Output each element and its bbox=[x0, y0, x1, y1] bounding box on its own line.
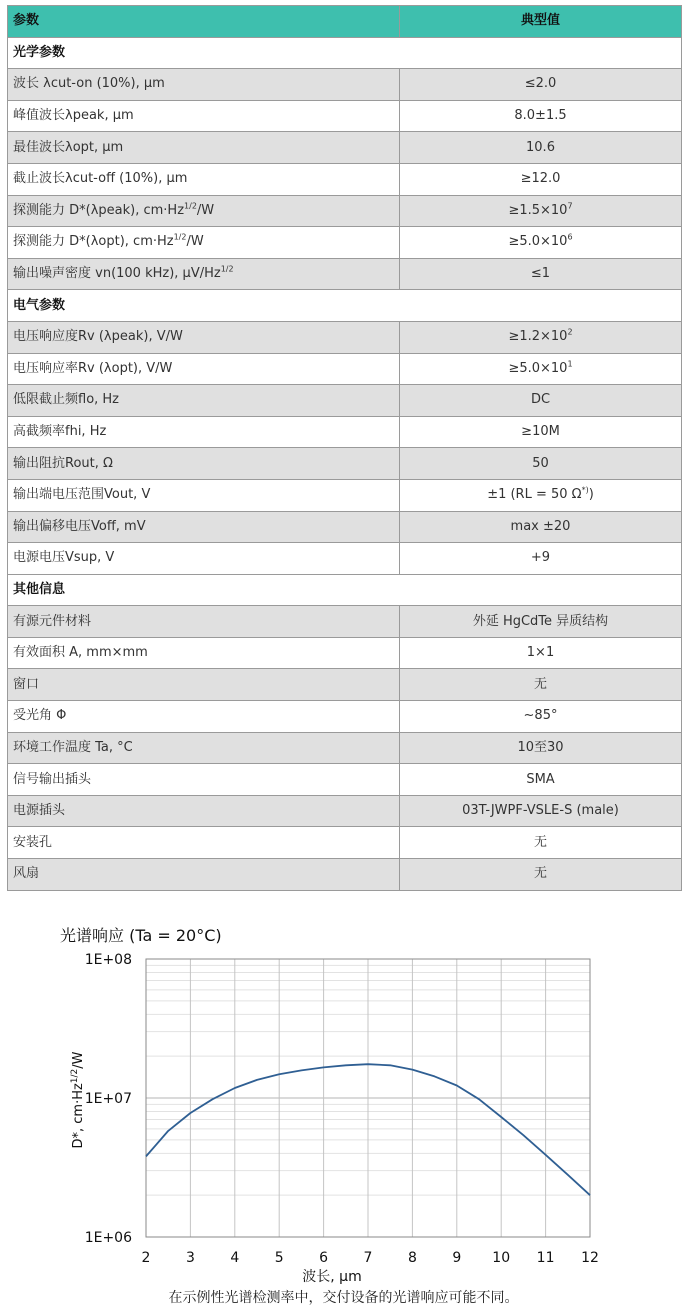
param-cell: 电压响应率Rv (λopt), V/W bbox=[8, 353, 400, 385]
value-cell: 50 bbox=[400, 448, 682, 480]
value-cell: ≥10M bbox=[400, 416, 682, 448]
param-cell: 最佳波长λopt, μm bbox=[8, 132, 400, 164]
x-tick-label: 3 bbox=[185, 1250, 195, 1266]
table-row bbox=[8, 606, 682, 638]
value-cell: 8.0±1.5 bbox=[400, 100, 682, 132]
param-cell: 电源电压Vsup, V bbox=[8, 543, 400, 575]
param-cell: 截止波长λcut-off (10%), μm bbox=[8, 163, 400, 195]
x-tick-label: 9 bbox=[452, 1250, 462, 1266]
param-cell: 风扇 bbox=[8, 859, 400, 891]
param-cell: 安装孔 bbox=[8, 827, 400, 859]
y-tick-label: 1E+06 bbox=[84, 1230, 132, 1246]
section-title: 光学参数 bbox=[8, 37, 682, 69]
value-cell: 10.6 bbox=[400, 132, 682, 164]
param-cell: 输出阻抗Rout, Ω bbox=[8, 448, 400, 480]
table-row bbox=[8, 511, 682, 543]
x-tick-label: 7 bbox=[363, 1250, 373, 1266]
value-cell: $\ge 1.2\times 10^2$ bbox=[400, 321, 682, 353]
table-row bbox=[8, 258, 682, 290]
header-value: 典型值 bbox=[400, 6, 682, 38]
param-cell: 信号输出插头 bbox=[8, 764, 400, 796]
table-row bbox=[8, 669, 682, 701]
value-cell: ≥12.0 bbox=[400, 163, 682, 195]
spectral-response-chart bbox=[0, 915, 687, 1285]
param-cell: 峰值波长λpeak, μm bbox=[8, 100, 400, 132]
table-row bbox=[8, 479, 682, 511]
x-tick-label: 12 bbox=[581, 1250, 599, 1266]
table-row bbox=[8, 132, 682, 164]
table-row bbox=[8, 764, 682, 796]
table-row bbox=[8, 416, 682, 448]
value-cell: ≤1 bbox=[400, 258, 682, 290]
x-tick-label: 5 bbox=[274, 1250, 284, 1266]
value-cell: 无 bbox=[400, 669, 682, 701]
value-cell: SMA bbox=[400, 764, 682, 796]
x-tick-label: 11 bbox=[536, 1250, 555, 1266]
param-cell: 探测能力 D*(λopt), $cm\cdot Hz^{1/2}/W$ bbox=[8, 227, 400, 259]
x-tick-label: 4 bbox=[230, 1250, 240, 1266]
param-cell: 输出偏移电压Voff, mV bbox=[8, 511, 400, 543]
param-cell: 有源元件材料 bbox=[8, 606, 400, 638]
table-row bbox=[8, 163, 682, 195]
table-row bbox=[8, 448, 682, 480]
section-header-row bbox=[8, 37, 682, 69]
table-row bbox=[8, 701, 682, 733]
table-row bbox=[8, 827, 682, 859]
value-cell: ~85° bbox=[400, 701, 682, 733]
table-row bbox=[8, 637, 682, 669]
table-row bbox=[8, 795, 682, 827]
param-cell: 窗口 bbox=[8, 669, 400, 701]
section-title: 电气参数 bbox=[8, 290, 682, 322]
param-cell: 输出端电压范围Vout, V bbox=[8, 479, 400, 511]
header-param: 参数 bbox=[8, 6, 400, 38]
x-tick-label: 2 bbox=[141, 1250, 151, 1266]
value-cell: max ±20 bbox=[400, 511, 682, 543]
value-cell: ±1 (RL = 50 Ω*)) bbox=[400, 479, 682, 511]
section-header-row bbox=[8, 574, 682, 606]
value-cell: $\ge 5.0\times 10^1$ bbox=[400, 353, 682, 385]
y-axis-label: D*, $cm\cdot Hz^{1/2}/W$ bbox=[70, 1051, 86, 1149]
table-row bbox=[8, 385, 682, 417]
param-cell: 有效面积 A, mm×mm bbox=[8, 637, 400, 669]
table-row bbox=[8, 859, 682, 891]
param-cell: 环境工作温度 Ta, °C bbox=[8, 732, 400, 764]
value-cell: 无 bbox=[400, 859, 682, 891]
x-axis-label: 波长, μm bbox=[302, 1269, 362, 1285]
section-title: 其他信息 bbox=[8, 574, 682, 606]
param-cell: 电源插头 bbox=[8, 795, 400, 827]
x-tick-label: 10 bbox=[492, 1250, 511, 1266]
value-cell: 03T-JWPF-VSLE-S (male) bbox=[400, 795, 682, 827]
param-cell: 低限截止频flo, Hz bbox=[8, 385, 400, 417]
table-row bbox=[8, 321, 682, 353]
y-tick-label: 1E+08 bbox=[84, 952, 132, 968]
value-cell: $\ge 5.0\times 10^6$ bbox=[400, 227, 682, 259]
chart-title: 光谱响应 (Ta = 20°C) bbox=[60, 926, 222, 945]
param-cell: 波长 λcut-on (10%), μm bbox=[8, 69, 400, 101]
chart-note: 在示例性光谱检测率中，交付设备的光谱响应可能不同。 bbox=[168, 1290, 519, 1306]
x-tick-label: 8 bbox=[407, 1250, 417, 1266]
table-row bbox=[8, 543, 682, 575]
param-cell: 高截频率fhi, Hz bbox=[8, 416, 400, 448]
table-row bbox=[8, 100, 682, 132]
section-header-row bbox=[8, 290, 682, 322]
param-cell: 输出噪声密度 vn(100 kHz), $\mu V/Hz^{1/2}$ bbox=[8, 258, 400, 290]
value-cell: ≤2.0 bbox=[400, 69, 682, 101]
table-row bbox=[8, 353, 682, 385]
table-row bbox=[8, 732, 682, 764]
spec-table bbox=[7, 5, 682, 891]
param-cell: 电压响应度Rv (λpeak), V/W bbox=[8, 321, 400, 353]
y-tick-label: 1E+07 bbox=[84, 1091, 132, 1107]
value-cell: 1×1 bbox=[400, 637, 682, 669]
value-cell: DC bbox=[400, 385, 682, 417]
table-header-row bbox=[8, 6, 682, 38]
table-row bbox=[8, 69, 682, 101]
value-cell: $\ge 1.5\times 10^7$ bbox=[400, 195, 682, 227]
table-row bbox=[8, 195, 682, 227]
value-cell: 无 bbox=[400, 827, 682, 859]
value-cell: +9 bbox=[400, 543, 682, 575]
param-cell: 受光角 Φ bbox=[8, 701, 400, 733]
param-cell: 探测能力 D*(λpeak), $cm\cdot Hz^{1/2}/W$ bbox=[8, 195, 400, 227]
x-tick-label: 6 bbox=[319, 1250, 329, 1266]
value-cell: 10至30 bbox=[400, 732, 682, 764]
value-cell: 外延 HgCdTe 异质结构 bbox=[400, 606, 682, 638]
table-row bbox=[8, 227, 682, 259]
